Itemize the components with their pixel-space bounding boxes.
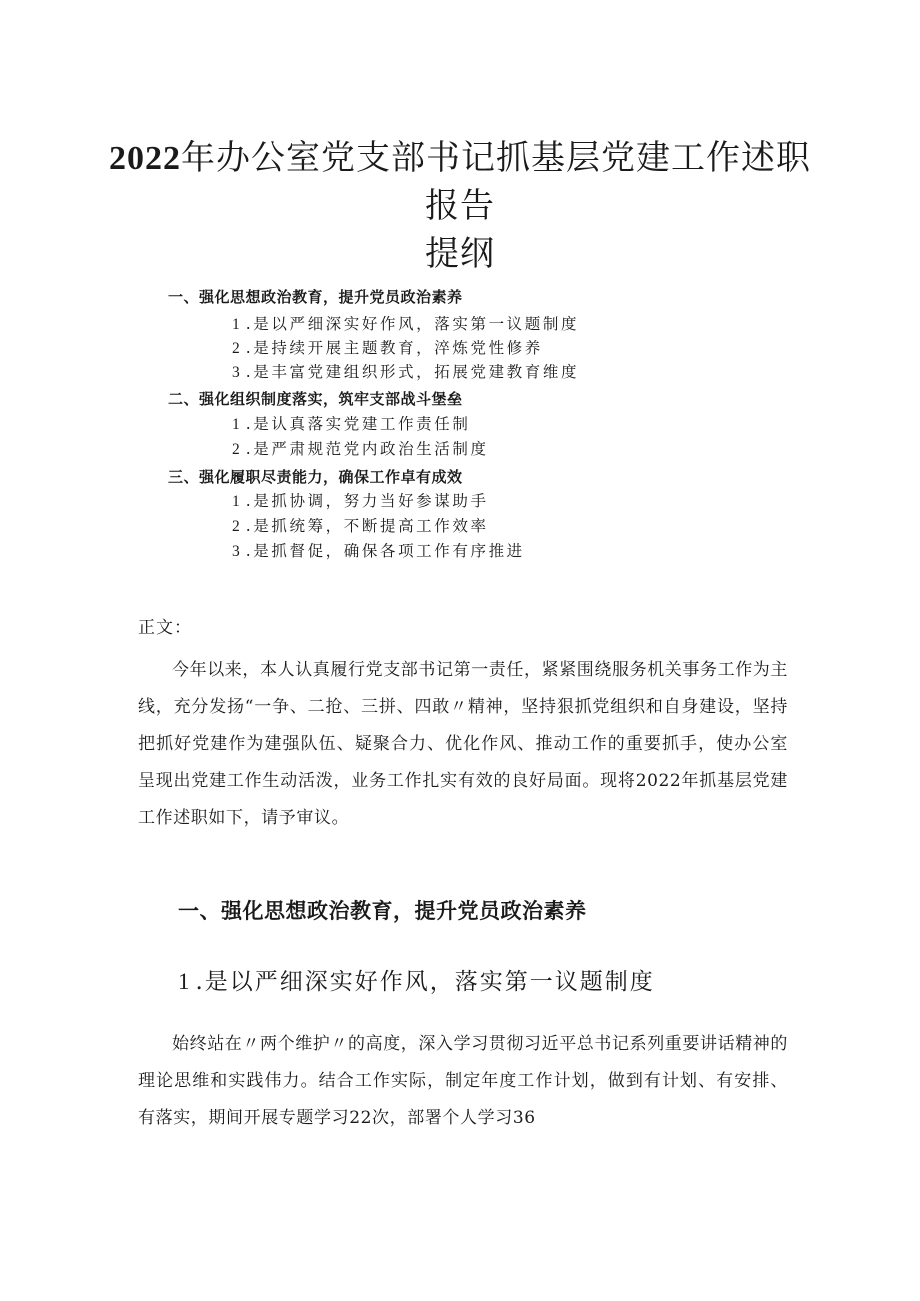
outline-item (232, 313, 579, 336)
outline-item-text: .是抓协调，努力当好参谋助手 (245, 492, 489, 510)
body-label: 正文： (138, 618, 192, 638)
body-paragraph: 始终站在〃两个维护〃的高度，深入学习贯彻习近平总书记系列重要讲话精神的理论思维和实践伟力。结合工作实际，制定年度工作计划，做到有计划、有安排、有落实，期间开展专题学习22次，部署个人学习36 (138, 1034, 788, 1128)
outline-section-heading: 三、强化履职尽责能力，确保工作卓有成效 (168, 468, 463, 486)
outline-item-number: 2 (232, 518, 240, 535)
outline-item (232, 413, 470, 436)
outline-item-text: .是抓统筹，不断提高工作效率 (245, 517, 489, 535)
outline-item-number: 3 (232, 543, 240, 560)
outline-item (232, 337, 543, 360)
outline-item (232, 490, 489, 513)
outline-item (232, 515, 489, 538)
outline-item-number: 3 (232, 364, 240, 381)
document-title-line2: 报告 (425, 186, 495, 226)
outline-section-heading: 二、强化组织制度落实，筑牢支部战斗堡垒 (168, 390, 463, 408)
outline-item-text: .是严肃规范党内政治生活制度 (245, 440, 489, 458)
title-year: 2022 (109, 140, 181, 177)
outline-item-number: 1 (232, 316, 240, 333)
document-title-line1 (0, 136, 920, 181)
outline-subtitle: 提纲 (425, 234, 495, 274)
subsection-number: 1 (178, 969, 190, 994)
title-rest: 年办公室党支部书记抓基层党建工作述职 (181, 138, 811, 178)
outline-item-text: .是以严细深实好作风，落实第一议题制度 (245, 315, 580, 333)
section-heading: 一、强化思想政治教育，提升党员政治素养 (178, 899, 587, 923)
outline-item (232, 438, 489, 461)
subsection-text: .是以严细深实好作风，落实第一议题制度 (195, 969, 655, 995)
outline-item-text: .是持续开展主题教育，淬炼党性修养 (245, 339, 543, 357)
outline-item (232, 361, 579, 384)
outline-item-number: 2 (232, 441, 240, 458)
outline-item-text: .是丰富党建组织形式，拓展党建教育维度 (245, 363, 580, 381)
outline-item-number: 1 (232, 416, 240, 433)
outline-item-number: 1 (232, 493, 240, 510)
outline-item-text: .是认真落实党建工作责任制 (245, 415, 471, 433)
outline-item-text: .是抓督促，确保各项工作有序推进 (245, 542, 525, 560)
outline-section-heading: 一、强化思想政治教育，提升党员政治素养 (168, 288, 463, 306)
intro-paragraph: 今年以来，本人认真履行党支部书记第一责任，紧紧围绕服务机关事务工作为主线，充分发扬“一争、二抢、三拼、四敢〃精神，坚持狠抓党组织和自身建设，坚持把抓好党建作为建强队伍、疑聚合力、优化作风、推动工作的重要抓手，使办公室呈现出党建工作生动活泼，业务工作扎实有效的良好局面。现将2022年抓基层党建工作述职如下，请予审议。 (138, 660, 788, 828)
outline-item (232, 540, 525, 563)
subsection-heading (178, 966, 655, 998)
outline-item-number: 2 (232, 340, 240, 357)
